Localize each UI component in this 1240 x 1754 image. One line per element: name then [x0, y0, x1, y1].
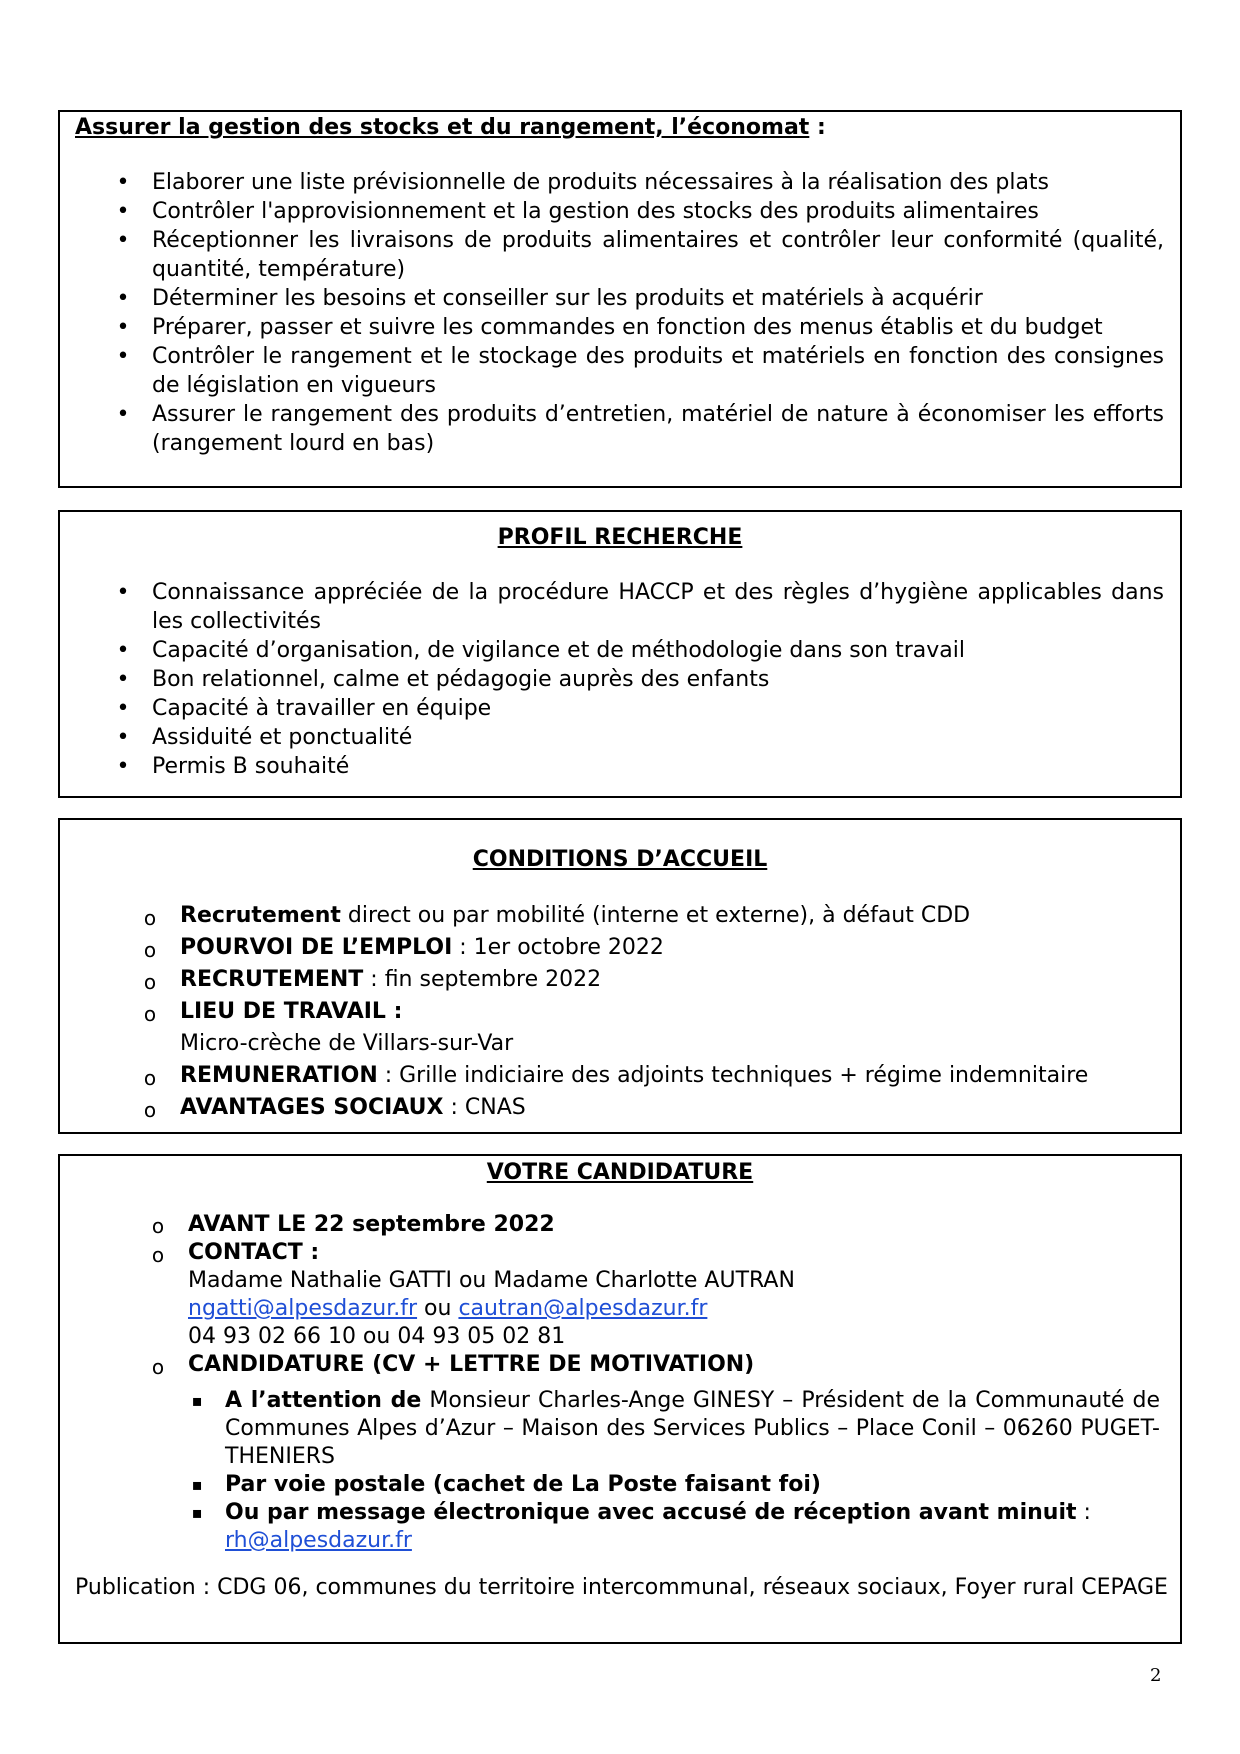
- item-label: POURVOI DE L’EMPLOI: [180, 935, 453, 960]
- email-method-suffix: :: [1076, 1500, 1091, 1525]
- email-method-label: Ou par message électronique avec accusé de réception avant minuit: [225, 1500, 1077, 1525]
- contact-phones: 04 93 02 66 10 ou 04 93 05 02 81: [188, 1324, 566, 1349]
- list-item: [60, 168, 1180, 197]
- bullet-icon: •: [116, 754, 130, 779]
- bullet-icon: •: [116, 199, 130, 224]
- list-item: [60, 723, 1180, 752]
- email-link-rh[interactable]: rh@alpesdazur.fr: [225, 1528, 412, 1553]
- square-bullet-icon: ▪: [191, 1503, 203, 1522]
- list-item-text: Assiduité et ponctualité: [152, 725, 413, 750]
- circle-bullet-icon: o: [143, 1098, 157, 1122]
- list-item-text: Déterminer les besoins et conseiller sur les produits et matériels à acquérir: [152, 286, 983, 311]
- list-item: [60, 578, 1180, 636]
- profil-list: [60, 578, 1180, 781]
- circle-bullet-icon: o: [151, 1355, 165, 1379]
- list-item: [60, 400, 1180, 458]
- item-label: REMUNERATION: [180, 1063, 378, 1088]
- page-number: 2: [1150, 1665, 1162, 1686]
- list-item: [60, 996, 1180, 1060]
- list-item: [60, 342, 1180, 400]
- bullet-icon: •: [116, 725, 130, 750]
- cv-label: CANDIDATURE (CV + LETTRE DE MOTIVATION): [188, 1352, 755, 1377]
- deadline: AVANT LE 22 septembre 2022: [188, 1212, 555, 1237]
- list-item-text: Elaborer une liste prévisionnelle de produits nécessaires à la réalisation des plats: [152, 170, 1050, 195]
- conditions-section: [58, 818, 1182, 1134]
- conditions-list: [60, 900, 1180, 1124]
- list-item: [60, 1060, 1180, 1092]
- list-item-text: Connaissance appréciée de la procédure HACCP et des règles d’hygiène applicables dans les collectivités: [152, 580, 1164, 634]
- circle-bullet-icon: o: [151, 1214, 165, 1238]
- postal-label: Par voie postale (cachet de La Poste faisant foi): [225, 1472, 821, 1497]
- list-item: [60, 1092, 1180, 1124]
- candidature-section: [58, 1154, 1182, 1644]
- list-item-text: Capacité d’organisation, de vigilance et de méthodologie dans son travail: [152, 638, 965, 663]
- circle-bullet-icon: o: [143, 906, 157, 930]
- item-value: : 1er octobre 2022: [452, 935, 664, 960]
- bullet-icon: •: [116, 228, 130, 253]
- list-item-text: Contrôler l'approvisionnement et la gestion des stocks des produits alimentaires: [152, 199, 1039, 224]
- item-label: LIEU DE TRAVAIL :: [180, 999, 403, 1024]
- bullet-icon: •: [116, 344, 130, 369]
- list-item: [60, 752, 1180, 781]
- stocks-list: [60, 168, 1180, 458]
- conditions-title: CONDITIONS D’ACCUEIL: [472, 847, 768, 872]
- stocks-title: [75, 114, 826, 142]
- stocks-title-text: Assurer la gestion des stocks et du rangement, l’économat: [75, 115, 810, 140]
- email-link-ngatti[interactable]: ngatti@alpesdazur.fr: [188, 1296, 418, 1321]
- bullet-icon: •: [116, 580, 130, 605]
- bullet-icon: •: [116, 286, 130, 311]
- item-label: AVANTAGES SOCIAUX: [180, 1095, 444, 1120]
- profil-title: PROFIL RECHERCHE: [497, 525, 743, 550]
- list-item: [60, 1351, 1180, 1379]
- list-item-text: Bon relationnel, calme et pédagogie auprès des enfants: [152, 667, 770, 692]
- list-item: [60, 284, 1180, 313]
- publication-note: Publication : CDG 06, communes du territoire intercommunal, réseaux sociaux, Foyer rural CEPAGE: [75, 1575, 1168, 1600]
- list-item: [60, 1239, 1180, 1351]
- circle-bullet-icon: o: [143, 1002, 157, 1026]
- square-bullet-icon: ▪: [191, 1475, 203, 1494]
- attention-label: A l’attention de: [225, 1388, 422, 1413]
- email-separator: ou: [417, 1296, 459, 1321]
- list-item: [60, 1499, 1180, 1555]
- item-value: direct ou par mobilité (interne et externe), à défaut CDD: [340, 903, 971, 928]
- list-item: [60, 226, 1180, 284]
- item-value: : CNAS: [443, 1095, 526, 1120]
- candidature-title: VOTRE CANDIDATURE: [486, 1160, 754, 1185]
- list-item: [60, 197, 1180, 226]
- list-item: [60, 665, 1180, 694]
- list-item: [60, 1471, 1180, 1499]
- contact-names: Madame Nathalie GATTI ou Madame Charlotte AUTRAN: [188, 1268, 795, 1293]
- circle-bullet-icon: o: [143, 938, 157, 962]
- list-item: [60, 1387, 1180, 1471]
- bullet-icon: •: [116, 667, 130, 692]
- candidature-sublist: [60, 1387, 1180, 1555]
- list-item: [60, 313, 1180, 342]
- item-value: : Grille indiciaire des adjoints techniques + régime indemnitaire: [377, 1063, 1089, 1088]
- profil-section: [58, 510, 1182, 798]
- list-item-text: Réceptionner les livraisons de produits alimentaires et contrôler leur conformité (qualité, quantité, température): [152, 228, 1164, 282]
- list-item: [60, 694, 1180, 723]
- list-item-text: Capacité à travailler en équipe: [152, 696, 492, 721]
- circle-bullet-icon: o: [151, 1243, 165, 1267]
- list-item-text: Préparer, passer et suivre les commandes en fonction des menus établis et du budget: [152, 315, 1103, 340]
- list-item: [60, 1210, 1180, 1239]
- bullet-icon: •: [116, 696, 130, 721]
- list-item: [60, 964, 1180, 996]
- square-bullet-icon: ▪: [191, 1391, 203, 1410]
- list-item: [60, 900, 1180, 932]
- item-value: : fin septembre 2022: [363, 967, 602, 992]
- attention-text: Monsieur Charles-Ange GINESY – Président de la Communauté de Communes Alpes d’Azur – Maison des Services Publics – Place Conil – 06260 PUGET-THENIERS: [225, 1388, 1160, 1469]
- stocks-title-suffix: :: [809, 115, 826, 140]
- contact-label: CONTACT :: [188, 1240, 320, 1265]
- bullet-icon: •: [116, 170, 130, 195]
- item-label: RECRUTEMENT: [180, 967, 364, 992]
- bullet-icon: •: [116, 315, 130, 340]
- bullet-icon: •: [116, 638, 130, 663]
- circle-bullet-icon: o: [143, 1066, 157, 1090]
- list-item-text: Assurer le rangement des produits d’entretien, matériel de nature à économiser les efforts (rangement lourd en bas): [152, 402, 1164, 456]
- candidature-list: [60, 1210, 1180, 1379]
- stocks-section: [58, 110, 1182, 488]
- list-item: [60, 932, 1180, 964]
- list-item-text: Contrôler le rangement et le stockage des produits et matériels en fonction des consignes de législation en vigueurs: [152, 344, 1164, 398]
- email-link-cautran[interactable]: cautran@alpesdazur.fr: [458, 1296, 708, 1321]
- list-item: [60, 636, 1180, 665]
- item-value: Micro-crèche de Villars-sur-Var: [180, 1031, 514, 1056]
- list-item-text: Permis B souhaité: [152, 754, 350, 779]
- item-label: Recrutement: [180, 903, 341, 928]
- bullet-icon: •: [116, 402, 130, 427]
- circle-bullet-icon: o: [143, 970, 157, 994]
